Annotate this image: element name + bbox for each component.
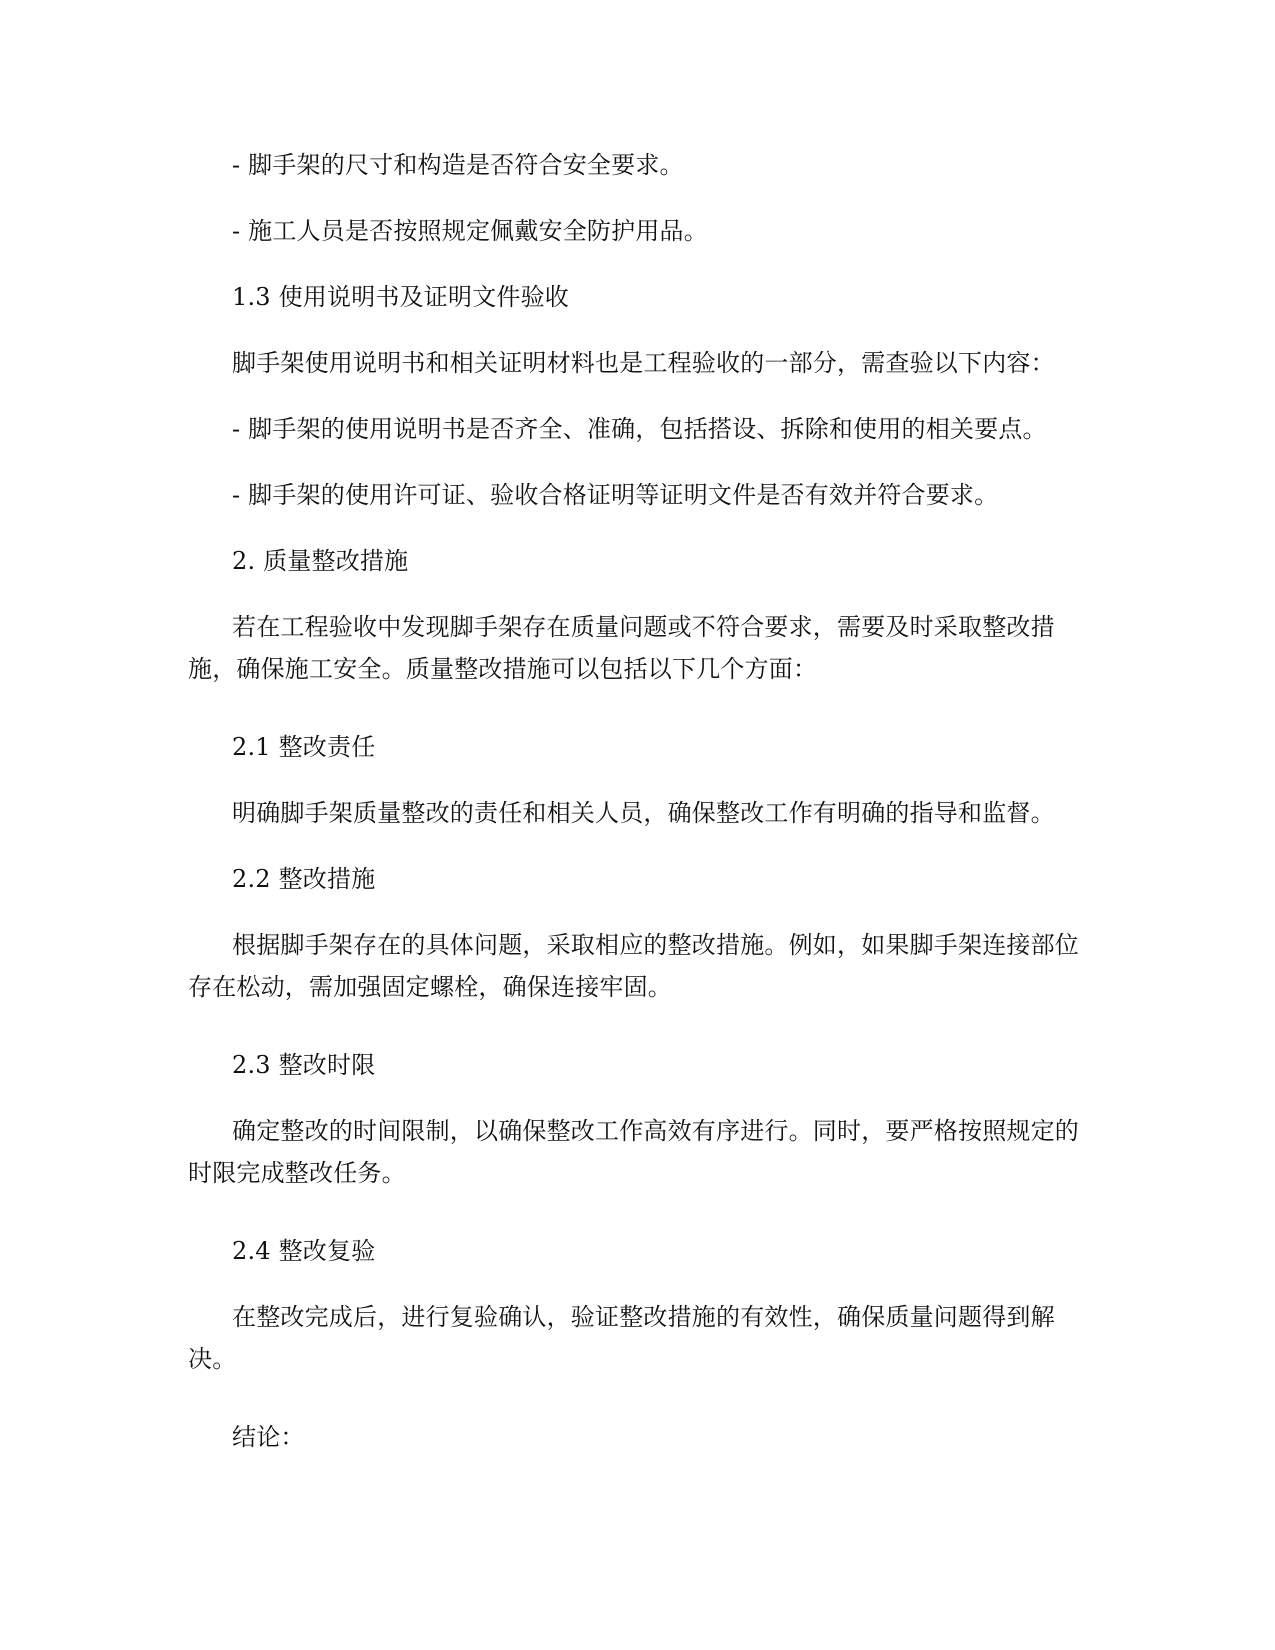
bullet-protective-equipment: - 施工人员是否按照规定佩戴安全防护用品。 [232,217,708,245]
paragraph-manual-intro: 脚手架使用说明书和相关证明材料也是工程验收的一部分，需查验以下内容： [232,349,1055,377]
document-body [188,144,1086,1458]
heading-2: 2. 质量整改措施 [232,547,409,575]
paragraph-deadline: 确定整改的时间限制，以确保整改工作高效有序进行。同时，要严格按照规定的时限完成整改任务。 [188,1117,1079,1187]
paragraph-reinspection: 在整改完成后，进行复验确认，验证整改措施的有效性，确保质量问题得到解决。 [188,1303,1055,1373]
heading-1-3: 1.3 使用说明书及证明文件验收 [232,283,569,311]
heading-2-2: 2.2 整改措施 [232,865,376,893]
heading-2-3: 2.3 整改时限 [232,1051,376,1079]
heading-2-1: 2.1 整改责任 [232,733,376,761]
bullet-permit-valid: - 脚手架的使用许可证、验收合格证明等证明文件是否有效并符合要求。 [232,481,999,509]
paragraph-rectification-intro: 若在工程验收中发现脚手架存在质量问题或不符合要求，需要及时采取整改措施，确保施工安全。质量整改措施可以包括以下几个方面： [188,613,1055,683]
bullet-scaffold-size: - 脚手架的尺寸和构造是否符合安全要求。 [232,151,684,179]
paragraph-measures: 根据脚手架存在的具体问题，采取相应的整改措施。例如，如果脚手架连接部位存在松动，需加强固定螺栓，确保连接牢固。 [188,931,1079,1001]
bullet-manual-complete: - 脚手架的使用说明书是否齐全、准确，包括搭设、拆除和使用的相关要点。 [232,415,1047,443]
heading-conclusion: 结论： [232,1423,305,1451]
paragraph-responsibility: 明确脚手架质量整改的责任和相关人员，确保整改工作有明确的指导和监督。 [232,799,1055,827]
heading-2-4: 2.4 整改复验 [232,1237,376,1265]
